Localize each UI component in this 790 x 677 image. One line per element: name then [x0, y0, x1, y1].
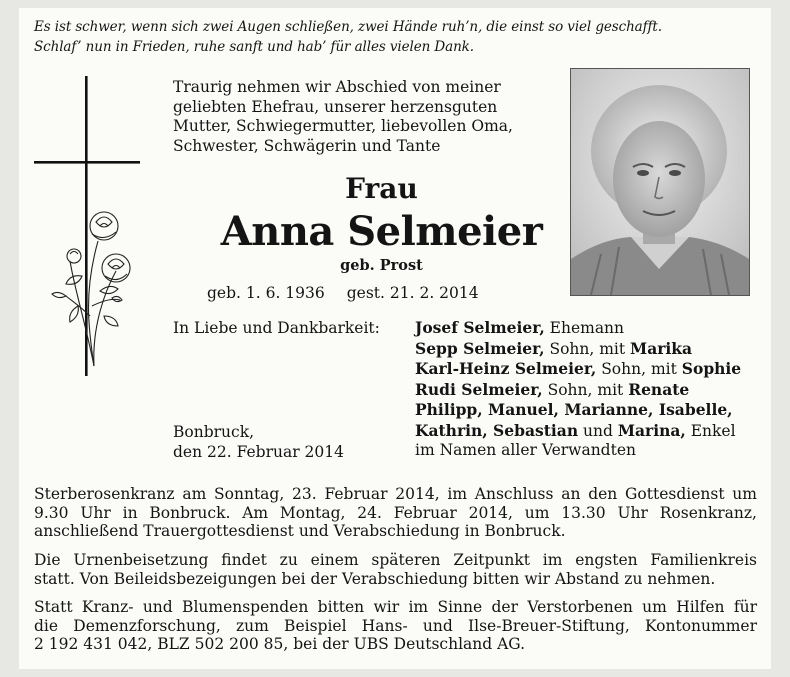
quote-line-2: Schlaf’ nun in Frieden, ruhe sanft und hab’ für alles vielen Dank.	[34, 39, 474, 55]
mourner-line: Sepp Selmeier, Sohn, mit Marika	[415, 338, 693, 358]
mourner-line: Karl-Heinz Selmeier, Sohn, mit Sophie	[415, 359, 742, 378]
mourner-name: Rudi Selmeier,	[415, 379, 543, 399]
mourners-label: In Liebe und Dankbarkeit:	[173, 319, 380, 337]
grandchildren-names: Philipp, Manuel, Marianne, Isabelle,	[415, 400, 733, 419]
intro-line: Mutter, Schwiegermutter, liebevollen Oma,	[173, 117, 513, 135]
intro-line: geliebten Ehefrau, unserer herzensguten	[173, 97, 498, 116]
intro-line: Schwester, Schwägerin und Tante	[173, 136, 441, 155]
mourner-line: im Namen aller Verwandten	[415, 441, 636, 459]
portrait-photo	[570, 68, 750, 296]
mourner-line: Josef Selmeier, Ehemann	[415, 318, 625, 337]
mourner-name: Josef Selmeier,	[415, 318, 545, 337]
mourner-name: Sepp Selmeier,	[415, 338, 545, 358]
rosary-paragraph: Sterberosenkranz am Sonntag, 23. Februar 2014, im Anschluss an den Gottesdienst um 9.30 Uhr in Bonbruck. Am Montag, 24. Februar 2014, um 13.30 Uhr Rosenkranz, anschließend Trauergottesdienst und Verabschiedung in Bonbruck.	[34, 485, 757, 540]
birth-date: geb. 1. 6. 1936	[207, 284, 325, 302]
mourner-line	[415, 400, 755, 421]
mourner-line: Kathrin, Sebastian und Marina, Enkel	[415, 420, 736, 440]
cross-with-roses-icon	[30, 76, 150, 376]
intro-line: Traurig nehmen wir Abschied von meiner	[173, 78, 501, 96]
deceased-birth-name: geb. Prost	[340, 257, 423, 274]
place-and-date	[173, 423, 344, 462]
burial-paragraph: Die Urnenbeisetzung findet zu einem späteren Zeitpunkt im engsten Familienkreis statt. Von Beileidsbezeigungen bei der Verabschiedung bitten wir Abstand zu nehmen.	[34, 551, 757, 588]
death-date: gest. 21. 2. 2014	[346, 284, 479, 302]
deceased-prefix: Frau	[345, 172, 418, 205]
mourners-list	[415, 318, 755, 461]
mourner-line: Rudi Selmeier, Sohn, mit Renate	[415, 379, 690, 399]
donation-paragraph: Statt Kranz- und Blumenspenden bitten wir im Sinne der Verstorbenen um Hilfen für die Demenzforschung, zum Beispiel Hans- und Ilse-Breuer-Stiftung, Kontonummer 2 192 431 042, BLZ 502 200 85, bei der UBS Deutschland AG.	[34, 598, 757, 653]
place: Bonbruck,	[173, 423, 255, 441]
life-dates	[207, 283, 479, 303]
notice-date: den 22. Februar 2014	[173, 442, 344, 461]
quote-line-1: Es ist schwer, wenn sich zwei Augen schließen, zwei Hände ruh’n, die einst so viel geschafft.	[34, 19, 662, 35]
mourner-name: Karl-Heinz Selmeier,	[415, 359, 597, 378]
memorial-quote	[34, 17, 764, 57]
intro-text	[173, 78, 535, 156]
deceased-name: Anna Selmeier	[220, 208, 543, 255]
